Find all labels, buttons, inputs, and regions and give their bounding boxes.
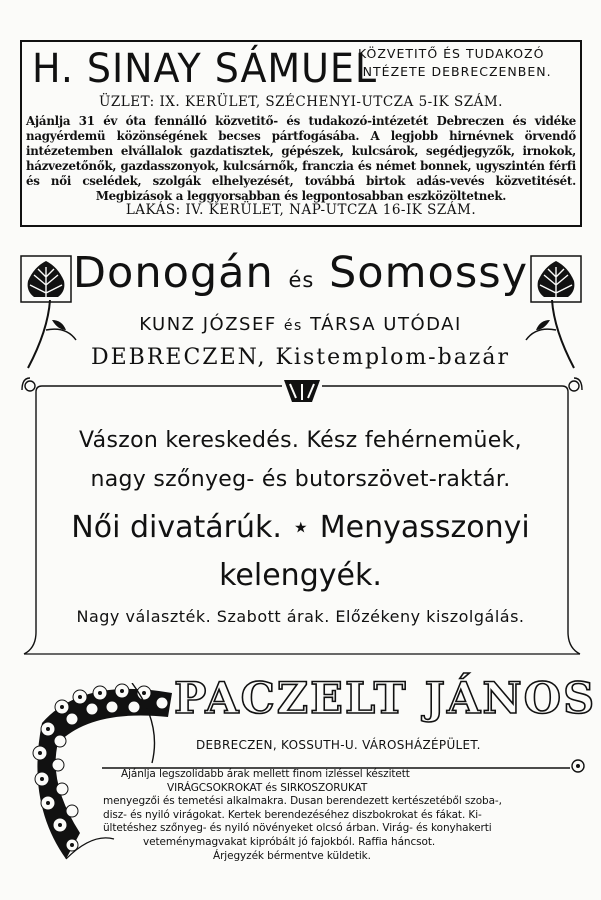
ad2-company-name [0,248,601,298]
ad3-company-name: PACZELT JÁNOS [174,674,597,724]
ad2-line-fashion: Női divatárúk. ⋆ Menyasszonyi [71,510,530,545]
ad3-line: disz- és nyiló virágokat. Kertek berendezéséhez diszbokrokat és fákat. Ki- [103,808,482,821]
ad-sinay-samuel [20,40,582,227]
ad2-line-service: Nagy választék. Szabott árak. Előzékeny kiszolgálás. [76,607,525,626]
ad3-line: veteménymagvakat kipróbált jó fajokból. Raffia háncsot. [143,835,436,848]
ad2-location: DEBRECZEN, Kistemplom-bazár [90,345,511,370]
ad2-successors [0,314,601,335]
ad2-line-trousseau: kelengyék. [219,558,382,593]
ad2-successor-tarsa: TÁRSA UTÓDAI [310,314,462,335]
central-ornament-icon [284,380,320,402]
ad3-line: menyegzői és temetési alkalmakra. Dusan berendezett kertészetéből szoba-, [103,795,502,808]
ad3-body-text [103,768,593,863]
ad2-successor-kunz: KUNZ JÓZSEF [139,314,277,335]
ad3-line: VIRÁGCSOKROKAT és SIRKOSZORUKAT [167,781,368,794]
ad2-successor-conjunction: és [283,318,303,334]
ad2-line-carpet: nagy szőnyeg- és butorszövet-raktár. [90,467,511,492]
ad1-company-name: H. SINAY SÁMUEL [32,46,378,92]
ad1-description-line1: KÖZVETITŐ ÉS TUDAKOZÓ [358,46,545,61]
ad2-line-linen: Vászon kereskedés. Kész fehérnemüek, [79,428,522,453]
ad1-shop-address: ÜZLET: IX. KERÜLET, SZÉCHENYI-UTCZA 5-IK SZÁM. [99,94,503,110]
ad3-line: Árjegyzék bérmentve küldetik. [213,849,371,862]
ad3-line: Ajánlja legszolidabb árak mellett finom izléssel készitett [121,768,410,780]
ad1-description-line2: INTÉZETE DEBRECZENBEN. [358,64,552,79]
ad2-name-donogan: Donogán [72,248,274,298]
ad2-name-conjunction: és [288,268,315,292]
ad3-address: DEBRECZEN, KOSSUTH-U. VÁROSHÁZÉPÜLET. [196,738,481,752]
ad2-name-somossy: Somossy [329,248,529,298]
ad3-line: ültetéshez szőnyeg- és nyiló növényeket olcsó árban. Virág- és konyhakerti [103,822,492,835]
ad1-residence-address: LAKÁS: IV. KERÜLET, NAP-UTCZA 16-IK SZÁM. [125,202,477,218]
ad1-body-text: Ajánlja 31 év óta fennálló közvetitő- és tudakozó-intézetét Debreczen és vidéke nagyérdemü közönségének becses pártfogásába. A legjobb hirnévnek örvendő intézetemben elvállalok gazdatisztek, gépészek, kulcsárok, segédjegyzők, irnokok, házvezetőnők, gazdasszonyok, kulcsárnők, franczia és német bonnek, ugyszintén férfi és női cselédek, szolgák elhelyezését, továbbá birtok adás-vevés közvetitését. Megbizások a leggyorsabban és legpontosabban eszközöltetnek. [26,114,576,203]
